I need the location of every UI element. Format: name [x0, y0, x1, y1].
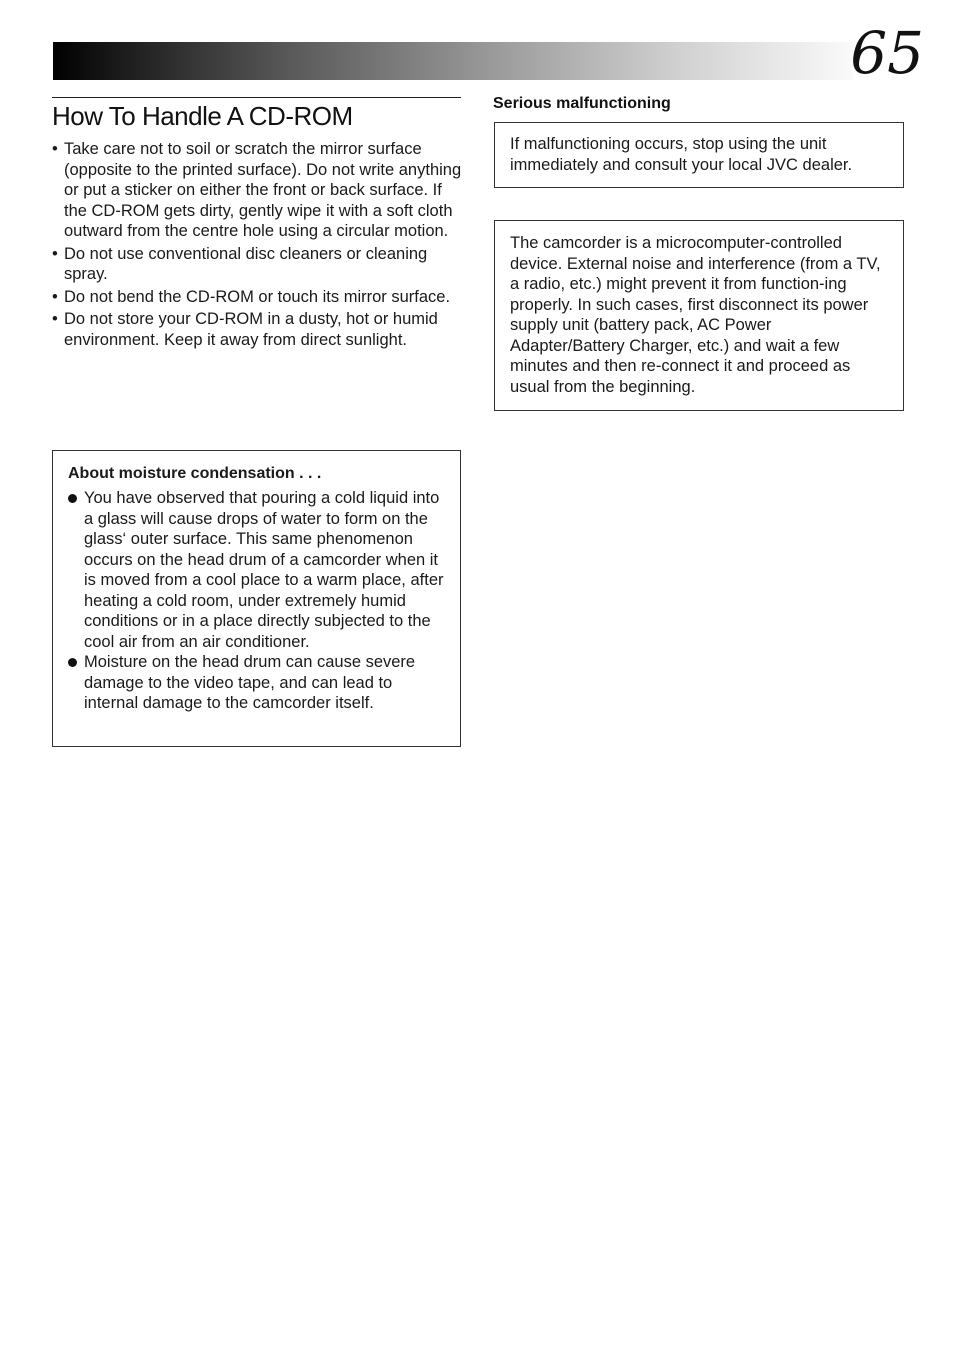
bullet-icon: • [52, 140, 58, 158]
moisture-list [68, 488, 446, 714]
list-item [52, 244, 462, 285]
moisture-condensation-box [52, 450, 461, 747]
list-item [68, 488, 446, 652]
bullet-icon: • [52, 310, 58, 328]
camcorder-note-text: The camcorder is a microcomputer-controlled device. External noise and interference (from a TV, a radio, etc.) might prevent it from function-ing properly. In such cases, first disconnect its power supply unit (battery pack, AC Power Adapter/Battery Charger, etc.) and wait a few minutes and then re-connect it and proceed as usual from the beginning. [510, 234, 881, 396]
serious-malfunctioning-heading: Serious malfunctioning [493, 95, 671, 112]
page-number: 65 [850, 19, 924, 87]
list-item-text: Do not bend the CD-ROM or touch its mirror surface. [64, 287, 451, 306]
bullet-dot-icon [68, 658, 77, 667]
list-item [52, 139, 462, 242]
list-item [52, 287, 462, 308]
list-item [52, 309, 462, 350]
list-item-text: Do not store your CD-ROM in a dusty, hot or humid environment. Keep it away from direct sunlight. [64, 310, 438, 349]
bullet-dot-icon [68, 494, 77, 503]
list-item-text: Moisture on the head drum can cause severe damage to the video tape, and can lead to internal damage to the camcorder itself. [84, 653, 416, 712]
list-item-text: You have observed that pouring a cold liquid into a glass will cause drops of water to form on the glass‘ outer surface. This same phenomenon occurs on the head drum of a camcorder when it is moved from a cool place to a warm place, after heating a cold room, under extremely humid conditions or in a place directly subjected to the cool air from an air conditioner. [84, 489, 444, 651]
section-title: How To Handle A CD-ROM [52, 97, 461, 132]
bullet-icon: • [52, 244, 58, 263]
list-item [68, 652, 446, 714]
serious-malfunctioning-box [494, 122, 904, 188]
list-item-text: Do not use conventional disc cleaners or cleaning spray. [64, 244, 428, 283]
cd-rom-handling-list [52, 139, 462, 352]
malfunction-text: If malfunctioning occurs, stop using the unit immediately and consult your local JVC dealer. [510, 135, 853, 174]
camcorder-note-box [494, 220, 904, 411]
list-item-text: Take care not to soil or scratch the mirror surface (opposite to the printed surface). Do not write anything or put a sticker on either the front or back surface. If the CD-ROM gets dirty, gently wipe it with a soft cloth outward from the centre hole using a circular motion. [64, 140, 462, 240]
header-gradient-bar [53, 42, 853, 80]
moisture-heading: About moisture condensation . . . [68, 465, 322, 482]
bullet-icon: • [52, 287, 58, 306]
